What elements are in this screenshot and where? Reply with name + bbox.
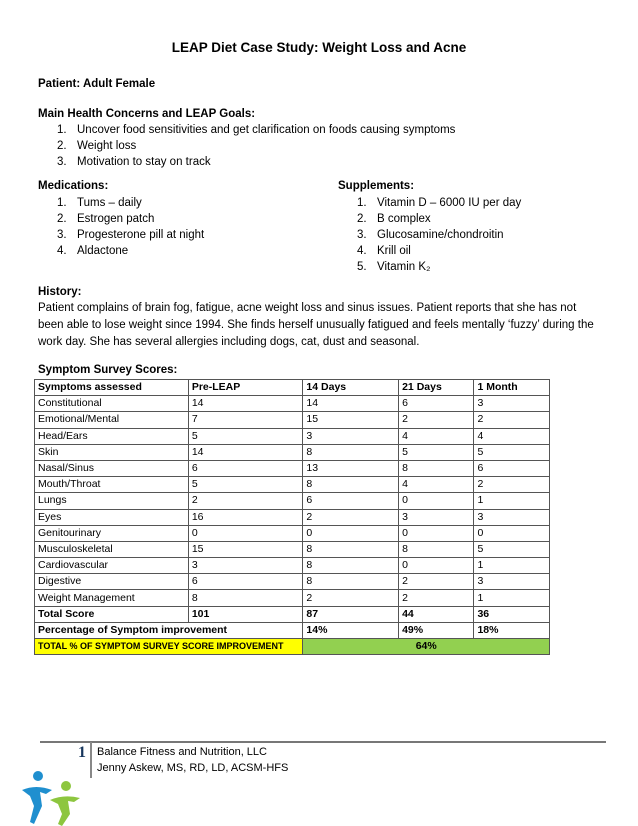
list-item: 3. Glucosamine/chondroitin (357, 229, 504, 241)
table-cell: 6 (399, 396, 474, 412)
table-cell: 3 (303, 428, 399, 444)
table-cell: Mouth/Throat (35, 477, 189, 493)
column-header: 1 Month (474, 380, 550, 396)
history-heading: History: (38, 286, 82, 298)
table-cell: 14% (303, 622, 399, 638)
concerns-list (57, 122, 455, 170)
page-title: LEAP Diet Case Study: Weight Loss and Acne (171, 40, 467, 55)
table-row (35, 541, 550, 557)
table-cell: 7 (188, 412, 303, 428)
list-item: 5. Vitamin K₂ (357, 261, 431, 273)
column-header: Pre-LEAP (188, 380, 303, 396)
table-cell: Nasal/Sinus (35, 460, 189, 476)
supplements-list (357, 195, 521, 275)
table-cell: 2 (474, 412, 550, 428)
table-cell: 14 (188, 396, 303, 412)
medications-list (57, 195, 204, 259)
table-cell: Lungs (35, 493, 189, 509)
table-cell: 3 (474, 509, 550, 525)
table-cell: 4 (399, 428, 474, 444)
table-cell: 8 (303, 477, 399, 493)
table-cell: 8 (303, 574, 399, 590)
table-cell: 8 (303, 558, 399, 574)
table-row (35, 477, 550, 493)
table-cell: Musculoskeletal (35, 541, 189, 557)
table-cell: Emotional/Mental (35, 412, 189, 428)
table-row (35, 558, 550, 574)
table-header-row (35, 380, 550, 396)
overall-improvement-row (35, 639, 550, 655)
table-row (35, 396, 550, 412)
table-row (35, 460, 550, 476)
table-cell: 2 (303, 590, 399, 606)
column-header: 14 Days (303, 380, 399, 396)
footer-company: Balance Fitness and Nutrition, LLC (97, 746, 267, 758)
table-row (35, 509, 550, 525)
table-cell: 44 (399, 606, 474, 622)
list-item: 3. Progesterone pill at night (57, 229, 205, 241)
table-cell: 3 (474, 396, 550, 412)
table-cell: 0 (399, 558, 474, 574)
table-cell: 8 (399, 541, 474, 557)
table-cell: 5 (399, 444, 474, 460)
table-cell: 13 (303, 460, 399, 476)
table-cell: 15 (303, 412, 399, 428)
list-item: 1. Vitamin D – 6000 IU per day (357, 197, 522, 209)
two-figures-logo-icon (18, 768, 90, 826)
footer-credits (97, 744, 288, 776)
concerns-heading: Main Health Concerns and LEAP Goals: (38, 108, 256, 120)
table-cell: 2 (474, 477, 550, 493)
table-cell: Head/Ears (35, 428, 189, 444)
table-cell: 2 (303, 509, 399, 525)
page-number: 1 (78, 744, 86, 761)
list-item: 2. B complex (357, 213, 431, 225)
table-cell: 3 (188, 558, 303, 574)
list-item: 1. Uncover food sensitivities and get clarification on foods causing symptoms (57, 124, 456, 136)
overall-improvement-label: TOTAL % OF SYMPTOM SURVEY SCORE IMPROVEMENT (35, 639, 303, 655)
table-cell: 6 (188, 574, 303, 590)
table-row (35, 412, 550, 428)
table-cell: 49% (399, 622, 474, 638)
table-row (35, 444, 550, 460)
table-cell: 4 (474, 428, 550, 444)
column-header: Symptoms assessed (35, 380, 189, 396)
table-cell: 0 (399, 525, 474, 541)
table-cell: 2 (399, 412, 474, 428)
table-cell: 0 (474, 525, 550, 541)
improvement-row (35, 622, 550, 638)
table-cell: 5 (188, 477, 303, 493)
table-cell: 8 (303, 444, 399, 460)
table-cell: 5 (188, 428, 303, 444)
symptom-survey-table (34, 379, 550, 655)
table-cell: 5 (474, 541, 550, 557)
table-cell: 1 (474, 493, 550, 509)
table-cell: 101 (188, 606, 303, 622)
overall-improvement-value: 64% (303, 639, 550, 655)
table-cell: 5 (474, 444, 550, 460)
list-item: 2. Estrogen patch (57, 213, 155, 225)
footer-vertical-divider (90, 742, 92, 778)
table-cell: 2 (188, 493, 303, 509)
table-cell: 87 (303, 606, 399, 622)
medications-heading: Medications: (38, 180, 109, 192)
table-cell: 2 (399, 574, 474, 590)
list-item: 3. Motivation to stay on track (57, 156, 211, 168)
table-cell: 14 (188, 444, 303, 460)
supplements-heading: Supplements: (338, 180, 415, 192)
table-cell: Skin (35, 444, 189, 460)
table-cell: Eyes (35, 509, 189, 525)
table-cell: 1 (474, 590, 550, 606)
list-item: 1. Tums – daily (57, 197, 142, 209)
table-cell: 3 (399, 509, 474, 525)
table-cell: 0 (399, 493, 474, 509)
table-cell: 8 (303, 541, 399, 557)
table-cell: 4 (399, 477, 474, 493)
table-cell: 3 (474, 574, 550, 590)
table-cell: 15 (188, 541, 303, 557)
table-cell: 36 (474, 606, 550, 622)
footer-divider (40, 741, 606, 743)
table-cell: 16 (188, 509, 303, 525)
history-text: Patient complains of brain fog, fatigue, acne weight loss and sinus issues. Patient reports that she has not been able to lose weight since 1994. She finds herself unusually fatigued and feels mentally ‘fuzzy’ during the work day. She has several allergies including dogs, cat, dust and seasonal. (38, 302, 594, 348)
table-cell: Cardiovascular (35, 558, 189, 574)
table-row (35, 525, 550, 541)
table-cell: 6 (188, 460, 303, 476)
table-cell: 0 (188, 525, 303, 541)
table-row (35, 428, 550, 444)
table-row (35, 590, 550, 606)
table-cell: Constitutional (35, 396, 189, 412)
table-cell: Digestive (35, 574, 189, 590)
total-score-row (35, 606, 550, 622)
table-cell: Genitourinary (35, 525, 189, 541)
table-cell: Percentage of Symptom improvement (35, 622, 303, 638)
footer-author: Jenny Askew, MS, RD, LD, ACSM-HFS (97, 762, 289, 774)
table-cell: 8 (399, 460, 474, 476)
table-cell: 18% (474, 622, 550, 638)
list-item: 4. Aldactone (57, 245, 129, 257)
table-row (35, 493, 550, 509)
table-cell: 14 (303, 396, 399, 412)
list-item: 4. Krill oil (357, 245, 411, 257)
table-cell: 8 (188, 590, 303, 606)
table-cell: 6 (474, 460, 550, 476)
table-cell: 0 (303, 525, 399, 541)
survey-heading: Symptom Survey Scores: (38, 364, 178, 376)
column-header: 21 Days (399, 380, 474, 396)
table-cell: Weight Management (35, 590, 189, 606)
table-cell: 1 (474, 558, 550, 574)
list-item: 2. Weight loss (57, 140, 137, 152)
patient-line: Patient: Adult Female (38, 78, 156, 90)
table-cell: Total Score (35, 606, 189, 622)
table-row (35, 574, 550, 590)
table-cell: 6 (303, 493, 399, 509)
table-cell: 2 (399, 590, 474, 606)
